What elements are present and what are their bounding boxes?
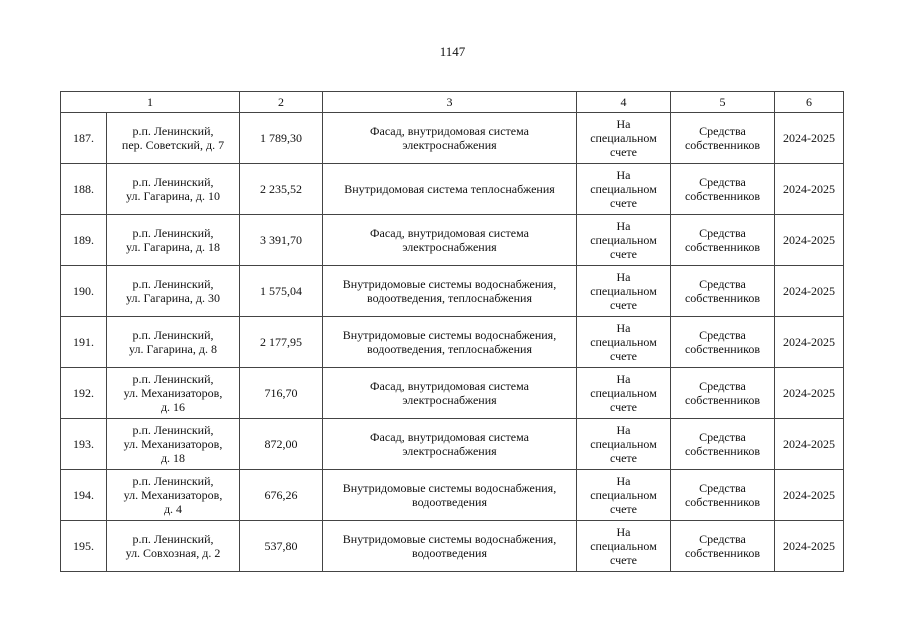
address-line: р.п. Ленинский,	[132, 124, 214, 138]
period-cell: 2024-2025	[775, 521, 844, 572]
address-cell	[107, 368, 240, 419]
table-header-row	[61, 92, 844, 113]
address-line: р.п. Ленинский,	[132, 532, 214, 546]
fund-method-cell	[577, 215, 671, 266]
fund-line: На	[616, 423, 631, 437]
address-line: ул. Механизаторов,	[123, 488, 223, 502]
fund-line: специальном	[590, 233, 657, 247]
fund-method-cell	[577, 164, 671, 215]
fund-line: На	[616, 474, 631, 488]
repair-plan-table	[60, 91, 844, 572]
source-line: Средства	[699, 430, 746, 444]
column-header: 3	[323, 92, 577, 113]
address-line: д. 18	[160, 451, 186, 465]
funding-source-cell	[671, 317, 775, 368]
address-line: р.п. Ленинский,	[132, 372, 214, 386]
work-line: Внутридомовые системы водоснабжения,	[342, 532, 557, 546]
table-row	[61, 266, 844, 317]
row-number: 193.	[61, 419, 107, 470]
source-line: собственников	[684, 546, 761, 560]
fund-line: специальном	[590, 131, 657, 145]
column-header: 4	[577, 92, 671, 113]
cost-cell: 2 235,52	[240, 164, 323, 215]
work-line: водоотведения, теплоснабжения	[367, 291, 532, 305]
fund-line: счете	[609, 400, 638, 414]
address-line: ул. Механизаторов,	[123, 386, 223, 400]
column-header: 6	[775, 92, 844, 113]
table-row	[61, 317, 844, 368]
fund-line: На	[616, 372, 631, 386]
fund-line: специальном	[590, 284, 657, 298]
fund-line: счете	[609, 298, 638, 312]
source-line: Средства	[699, 328, 746, 342]
work-type-cell	[323, 368, 577, 419]
fund-line: счете	[609, 196, 638, 210]
work-line: электроснабжения	[402, 393, 497, 407]
source-line: собственников	[684, 393, 761, 407]
cost-cell: 1 575,04	[240, 266, 323, 317]
cost-cell: 676,26	[240, 470, 323, 521]
row-number: 189.	[61, 215, 107, 266]
source-line: Средства	[699, 277, 746, 291]
page-number: 1147	[439, 44, 466, 59]
address-line: ул. Гагарина, д. 30	[126, 291, 220, 305]
source-line: Средства	[699, 226, 746, 240]
source-line: собственников	[684, 138, 761, 152]
address-cell	[107, 317, 240, 368]
funding-source-cell	[671, 113, 775, 164]
period-cell: 2024-2025	[775, 419, 844, 470]
table-row	[61, 113, 844, 164]
funding-source-cell	[671, 470, 775, 521]
fund-line: специальном	[590, 386, 657, 400]
source-line: Средства	[699, 532, 746, 546]
row-number: 190.	[61, 266, 107, 317]
address-line: р.п. Ленинский,	[132, 423, 214, 437]
work-type-cell	[323, 419, 577, 470]
fund-method-cell	[577, 521, 671, 572]
work-line: Фасад, внутридомовая система	[370, 379, 529, 393]
fund-line: счете	[609, 502, 638, 516]
row-number: 195.	[61, 521, 107, 572]
period-cell: 2024-2025	[775, 215, 844, 266]
row-number: 194.	[61, 470, 107, 521]
fund-line: На	[616, 270, 631, 284]
fund-line: На	[616, 219, 631, 233]
source-line: Средства	[699, 379, 746, 393]
table-row	[61, 368, 844, 419]
address-cell	[107, 470, 240, 521]
work-type-cell	[323, 521, 577, 572]
table-row	[61, 164, 844, 215]
address-cell	[107, 266, 240, 317]
table-row	[61, 521, 844, 572]
source-line: Средства	[699, 481, 746, 495]
source-line: собственников	[684, 495, 761, 509]
fund-method-cell	[577, 419, 671, 470]
work-line: Внутридомовые системы водоснабжения,	[342, 277, 557, 291]
funding-source-cell	[671, 164, 775, 215]
work-line: электроснабжения	[402, 444, 497, 458]
source-line: собственников	[684, 444, 761, 458]
address-line: д. 16	[160, 400, 186, 414]
work-type-cell	[323, 215, 577, 266]
address-line: пер. Советский, д. 7	[121, 138, 225, 152]
address-line: р.п. Ленинский,	[132, 226, 214, 240]
work-line: водоотведения	[412, 546, 487, 560]
work-line: электроснабжения	[402, 240, 497, 254]
fund-line: специальном	[590, 335, 657, 349]
period-cell: 2024-2025	[775, 470, 844, 521]
column-header: 5	[671, 92, 775, 113]
table-row	[61, 470, 844, 521]
fund-method-cell	[577, 113, 671, 164]
work-type-cell	[323, 317, 577, 368]
source-line: собственников	[684, 291, 761, 305]
work-type-cell	[323, 164, 577, 215]
row-number: 187.	[61, 113, 107, 164]
address-line: ул. Гагарина, д. 8	[129, 342, 217, 356]
period-cell: 2024-2025	[775, 266, 844, 317]
funding-source-cell	[671, 521, 775, 572]
cost-cell: 3 391,70	[240, 215, 323, 266]
address-line: ул. Гагарина, д. 18	[126, 240, 220, 254]
work-line: Внутридомовая система теплоснабжения	[344, 182, 555, 196]
cost-cell: 2 177,95	[240, 317, 323, 368]
fund-line: специальном	[590, 182, 657, 196]
row-number: 192.	[61, 368, 107, 419]
fund-line: счете	[609, 553, 638, 567]
column-header: 1	[61, 92, 240, 113]
fund-line: счете	[609, 247, 638, 261]
work-type-cell	[323, 113, 577, 164]
fund-line: На	[616, 117, 631, 131]
funding-source-cell	[671, 215, 775, 266]
work-line: Фасад, внутридомовая система	[370, 430, 529, 444]
table-row	[61, 419, 844, 470]
work-line: Фасад, внутридомовая система	[370, 124, 529, 138]
work-line: Внутридомовые системы водоснабжения,	[342, 328, 557, 342]
fund-method-cell	[577, 317, 671, 368]
fund-method-cell	[577, 368, 671, 419]
cost-cell: 872,00	[240, 419, 323, 470]
cost-cell: 716,70	[240, 368, 323, 419]
work-line: водоотведения, теплоснабжения	[367, 342, 532, 356]
address-line: д. 4	[163, 502, 183, 516]
fund-line: счете	[609, 349, 638, 363]
address-line: р.п. Ленинский,	[132, 175, 214, 189]
source-line: Средства	[699, 175, 746, 189]
funding-source-cell	[671, 368, 775, 419]
fund-line: счете	[609, 451, 638, 465]
work-line: Фасад, внутридомовая система	[370, 226, 529, 240]
column-header: 2	[240, 92, 323, 113]
period-cell: 2024-2025	[775, 164, 844, 215]
fund-line: На	[616, 168, 631, 182]
fund-method-cell	[577, 470, 671, 521]
fund-line: На	[616, 525, 631, 539]
fund-line: специальном	[590, 539, 657, 553]
address-cell	[107, 113, 240, 164]
fund-method-cell	[577, 266, 671, 317]
address-line: ул. Совхозная, д. 2	[125, 546, 221, 560]
address-line: р.п. Ленинский,	[132, 277, 214, 291]
cost-cell: 537,80	[240, 521, 323, 572]
fund-line: счете	[609, 145, 638, 159]
address-line: р.п. Ленинский,	[132, 328, 214, 342]
work-line: водоотведения	[412, 495, 487, 509]
fund-line: специальном	[590, 488, 657, 502]
work-line: электроснабжения	[402, 138, 497, 152]
work-type-cell	[323, 470, 577, 521]
address-cell	[107, 164, 240, 215]
funding-source-cell	[671, 266, 775, 317]
work-type-cell	[323, 266, 577, 317]
address-cell	[107, 419, 240, 470]
address-cell	[107, 521, 240, 572]
address-cell	[107, 215, 240, 266]
row-number: 188.	[61, 164, 107, 215]
source-line: собственников	[684, 189, 761, 203]
address-line: ул. Механизаторов,	[123, 437, 223, 451]
period-cell: 2024-2025	[775, 317, 844, 368]
work-line: Внутридомовые системы водоснабжения,	[342, 481, 557, 495]
source-line: собственников	[684, 240, 761, 254]
source-line: Средства	[699, 124, 746, 138]
cost-cell: 1 789,30	[240, 113, 323, 164]
fund-line: специальном	[590, 437, 657, 451]
period-cell: 2024-2025	[775, 368, 844, 419]
address-line: ул. Гагарина, д. 10	[126, 189, 220, 203]
row-number: 191.	[61, 317, 107, 368]
period-cell: 2024-2025	[775, 113, 844, 164]
address-line: р.п. Ленинский,	[132, 474, 214, 488]
source-line: собственников	[684, 342, 761, 356]
table-row	[61, 215, 844, 266]
fund-line: На	[616, 321, 631, 335]
funding-source-cell	[671, 419, 775, 470]
